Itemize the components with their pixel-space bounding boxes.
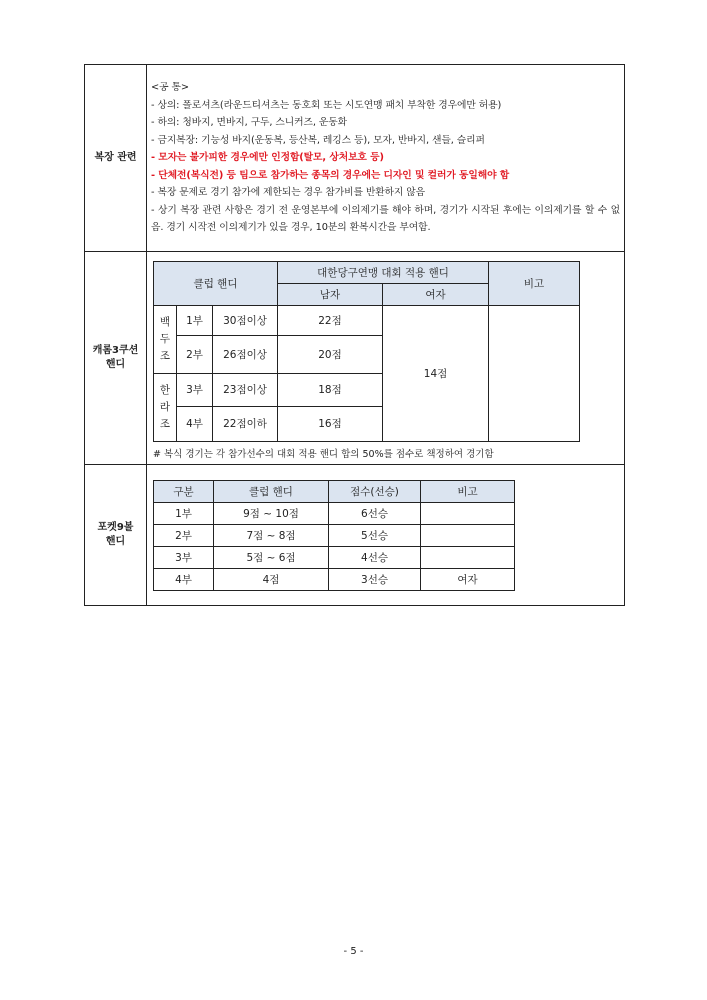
attire-line-bottom: - 하의: 청바지, 면바지, 구두, 스니커즈, 운동화 — [151, 117, 347, 128]
table-row — [154, 524, 515, 546]
table-row — [154, 546, 515, 568]
carom-label-line1: 캐롬3쿠션 — [92, 344, 139, 356]
carom-handy-table — [153, 261, 580, 442]
pocket-handy-table — [153, 480, 515, 591]
division-cell: 3부 — [154, 546, 214, 568]
remarks-cell — [421, 546, 515, 568]
attire-heading: <공 통> — [151, 82, 189, 93]
group-halla — [154, 373, 177, 441]
header-female: 여자 — [383, 283, 489, 305]
group-char: 한 — [159, 383, 171, 396]
attire-line-objection: - 상기 복장 관련 사항은 경기 전 운영본부에 이의제기를 해야 하며, 경기가 시작된 후에는 이의제기를 할 수 없음. 경기 시작전 이의제기가 있을 경우, 10분의 환복시간을 부여함. — [151, 204, 620, 233]
table-row — [154, 305, 580, 335]
score-cell: 3선승 — [329, 568, 421, 590]
club-handy-cell: 23점이상 — [213, 373, 278, 406]
division-cell: 2부 — [177, 335, 213, 373]
header-club-handy: 클럽 핸디 — [154, 261, 278, 305]
pocket-label-line2: 핸디 — [105, 535, 126, 547]
remarks-cell: 여자 — [421, 568, 515, 590]
club-handy-cell: 9점 ~ 10점 — [214, 502, 329, 524]
header-remarks: 비고 — [421, 480, 515, 502]
carom-note: # 복식 경기는 각 참가선수의 대회 적용 핸디 합의 50%를 점수로 책정하여 경기함 — [153, 448, 494, 460]
division-cell: 4부 — [154, 568, 214, 590]
group-char: 라 — [159, 400, 171, 413]
header-score: 점수(선승) — [329, 480, 421, 502]
score-cell: 4선승 — [329, 546, 421, 568]
header-federation-handy: 대한당구연맹 대회 적용 핸디 — [278, 261, 489, 283]
club-handy-cell: 26점이상 — [213, 335, 278, 373]
division-cell: 1부 — [154, 502, 214, 524]
group-char: 조 — [159, 417, 171, 430]
table-row — [154, 502, 515, 524]
rules-table — [84, 64, 625, 606]
attire-content — [147, 65, 625, 252]
male-handy-cell: 18점 — [278, 373, 383, 406]
club-handy-cell: 30점이상 — [213, 305, 278, 335]
male-handy-cell: 20점 — [278, 335, 383, 373]
attire-line-hat: - 모자는 불가피한 경우에만 인정함(탈모, 상처보호 등) — [151, 152, 384, 163]
carom-label-line2: 핸디 — [105, 358, 126, 370]
header-division: 구분 — [154, 480, 214, 502]
group-char: 백 — [159, 315, 171, 328]
page-number: - 5 - — [343, 946, 364, 957]
pocket-label — [85, 464, 147, 605]
division-cell: 4부 — [177, 406, 213, 441]
remarks-cell — [421, 502, 515, 524]
club-handy-cell: 4점 — [214, 568, 329, 590]
carom-content — [147, 251, 625, 464]
score-cell: 5선승 — [329, 524, 421, 546]
header-club-handy: 클럽 핸디 — [214, 480, 329, 502]
attire-line-refund: - 복장 문제로 경기 참가에 제한되는 경우 참가비를 반환하지 않음 — [151, 187, 426, 198]
club-handy-cell: 7점 ~ 8점 — [214, 524, 329, 546]
group-baekdu — [154, 305, 177, 373]
remarks-cell — [421, 524, 515, 546]
female-handy-cell: 14점 — [383, 305, 489, 441]
carom-row — [85, 251, 625, 464]
pocket-row — [85, 464, 625, 605]
score-cell: 6선승 — [329, 502, 421, 524]
header-remarks: 비고 — [489, 261, 580, 305]
male-handy-cell: 22점 — [278, 305, 383, 335]
male-handy-cell: 16점 — [278, 406, 383, 441]
club-handy-cell: 5점 ~ 6점 — [214, 546, 329, 568]
table-row — [154, 568, 515, 590]
attire-row — [85, 65, 625, 252]
attire-label: 복장 관련 — [85, 65, 147, 252]
division-cell: 2부 — [154, 524, 214, 546]
group-char: 조 — [159, 349, 171, 362]
division-cell: 3부 — [177, 373, 213, 406]
pocket-label-line1: 포켓9볼 — [97, 521, 134, 533]
remarks-cell — [489, 305, 580, 441]
pocket-content — [147, 464, 625, 605]
header-male: 남자 — [278, 283, 383, 305]
attire-line-top: - 상의: 폴로셔츠(라운드티셔츠는 동호회 또는 시도연맹 패치 부착한 경우에만 허용) — [151, 99, 502, 111]
club-handy-cell: 22점이하 — [213, 406, 278, 441]
division-cell: 1부 — [177, 305, 213, 335]
group-char: 두 — [159, 332, 171, 345]
carom-label — [85, 251, 147, 464]
attire-line-forbidden: - 금지복장: 기능성 바지(운동복, 등산복, 레깅스 등), 모자, 반바지, 샌들, 슬리퍼 — [151, 134, 485, 146]
attire-line-team: - 단체전(복식전) 등 팀으로 참가하는 종목의 경우에는 디자인 및 컬러가 동일해야 함 — [151, 169, 510, 181]
